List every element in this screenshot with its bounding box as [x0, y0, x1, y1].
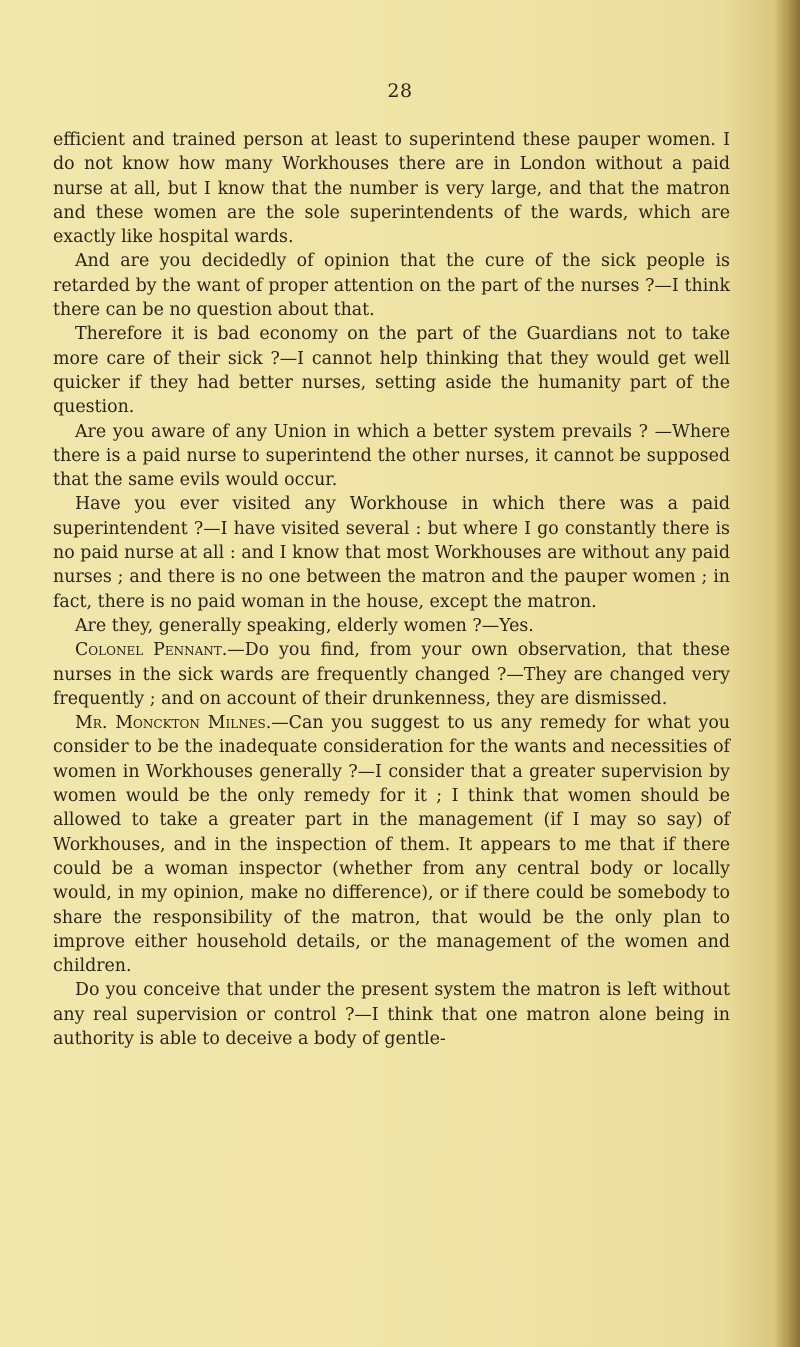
speaker-colonel-pennant: Colonel Pennant. — [75, 640, 228, 661]
paragraph-4: Are you aware of any Union in which a better system prevails ? —Where there is a paid nurse to superintend the other nurses, it cannot be supposed that the same evils would occur. — [53, 421, 730, 491]
speaker-monckton-milnes: Mr. Monckton Milnes. — [75, 713, 272, 734]
paragraph-milnes — [53, 711, 730, 978]
paragraph-1: efficient and trained person at least to superintend these pauper women. I do not know how many Workhouses there are in London without a paid nurse at all, but I know that the number is very large, and that the matron and these women are the sole superintendents of the wards, which are exactly like hospital wards. — [53, 130, 730, 248]
paragraph-pennant — [53, 638, 730, 711]
paragraph-5: Have you ever visited any Workhouse in which there was a paid superintendent ?—I have visited several : but where I go constantly there is no paid nurse at all : and I know that most Workhouses are without any paid nurses ; and there is no one between the matron and the pauper women ; in fact, there is no paid woman in the house, except the matron. — [53, 494, 730, 612]
pennant-speech-text: —Do you find, from your own observation, that these nurses in the sick wards are frequently changed ?—They are changed very frequently ; and on account of their drunkenness, they are dismissed. — [53, 640, 731, 709]
page-edge-shadow — [774, 0, 800, 1347]
page-number: 28 — [387, 80, 413, 102]
paragraph-2: And are you decidedly of opinion that the cure of the sick people is retarded by the want of proper attention on the part of the nurses ?—I think there can be no question about that. — [53, 251, 730, 321]
paragraph-6: Are they, generally speaking, elderly women ?—Yes. — [75, 615, 534, 636]
milnes-speech-text: —Can you suggest to us any remedy for what you consider to be the inadequate consideration for the wants and necessities of women in Workhouses generally ?—I consider that a greater supervision by women would be the only remedy for it ; I think that women should be allowed to take a greater part in the management (if I may so say) of Workhouses, and in the inspection of them. It appears to me that if there could be a woman inspector (whether from any central body or locally would, in my opinion, make no difference), or if there could be somebody to share the responsibility of the matron, that would be the only plan to improve either household details, or the management of the women and children. — [53, 713, 730, 977]
paragraph-3: Therefore it is bad economy on the part of the Guardians not to take more care of their sick ?—I cannot help thinking that they would get well quicker if they had better nurses, setting aside the humanity part of the question. — [53, 324, 730, 418]
paragraph-final: Do you conceive that under the present system the matron is left without any real supervision or control ?—I think that one matron alone being in authority is able to deceive a body of gentle- — [53, 980, 730, 1049]
body-text — [53, 128, 730, 1051]
